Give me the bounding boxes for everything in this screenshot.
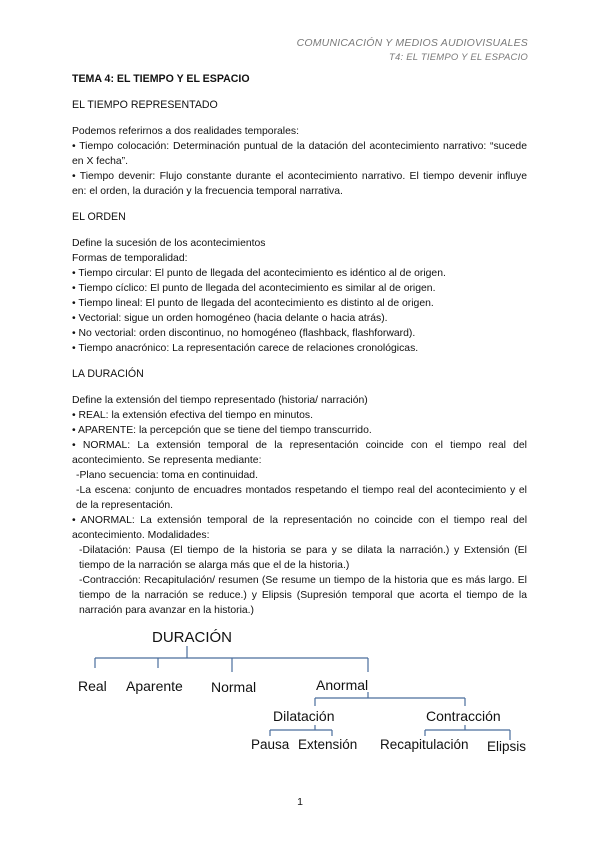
node-real: Real [78, 678, 107, 694]
running-header-topic: T4: EL TIEMPO Y EL ESPACIO [389, 52, 528, 63]
section-heading-duracion: LA DURACIÓN [72, 368, 144, 380]
duracion-tree-diagram [70, 622, 540, 762]
bullet-item: • APARENTE: la percepción que se tiene del tiempo transcurrido. [72, 425, 372, 436]
section-heading-tiempo-representado: EL TIEMPO REPRESENTADO [72, 99, 218, 111]
bullet-item: • Tiempo anacrónico: La representación carece de relaciones cronológicas. [72, 343, 419, 354]
node-aparente: Aparente [126, 678, 183, 694]
bullet-item: • NORMAL: La extensión temporal de la representación coincide con el tiempo real del acontecimiento. Se representa mediante: [72, 440, 527, 466]
node-contraccion: Contracción [426, 708, 501, 724]
sub-item: -Dilatación: Pausa (El tiempo de la historia se para y se dilata la narración.) y Extensión (El tiempo de la narración se alarga más que el de la historia.) [79, 545, 527, 571]
bullet-item: • ANORMAL: La extensión temporal de la representación no coincide con el tiempo real del acontecimiento. Modalidades: [72, 515, 527, 541]
paragraph: Define la extensión del tiempo representado (historia/ narración) [72, 395, 368, 406]
bullet-item: • REAL: la extensión efectiva del tiempo en minutos. [72, 410, 314, 421]
node-duracion: DURACIÓN [152, 629, 233, 646]
node-normal: Normal [211, 679, 257, 695]
page-number: 1 [297, 796, 303, 808]
section-heading-orden: EL ORDEN [72, 211, 126, 223]
bullet-item: • Tiempo cíclico: El punto de llegada del acontecimiento es similar al de origen. [72, 283, 436, 294]
paragraph: Formas de temporalidad: [72, 253, 188, 264]
bullet-item: • Tiempo colocación: Determinación puntual de la datación del acontecimiento narrativo: “sucede en X fecha”. [72, 141, 527, 167]
bullet-item: • Vectorial: sigue un orden homogéneo (hacia delante o hacia atrás). [72, 313, 388, 324]
sub-item: -La escena: conjunto de encuadres montados respetando el tiempo real del acontecimiento y el de la representación. [76, 485, 527, 511]
node-anormal: Anormal [316, 677, 369, 693]
node-pausa: Pausa [251, 737, 290, 752]
node-dilatacion: Dilatación [273, 708, 335, 724]
document-title: TEMA 4: EL TIEMPO Y EL ESPACIO [72, 73, 250, 85]
bullet-item: • Tiempo lineal: El punto de llegada del acontecimiento es distinto al de origen. [72, 298, 434, 309]
document-body [72, 72, 527, 618]
paragraph: Define la sucesión de los acontecimientos [72, 238, 266, 249]
running-header-course: COMUNICACIÓN Y MEDIOS AUDIOVISUALES [296, 37, 528, 49]
sub-item: -Contracción: Recapitulación/ resumen (Se resume un tiempo de la historia que es más largo. El tiempo de la narración se reduce.) y Elipsis (Supresión temporal que acorta el tiempo de la narración para avanzar en la historia.) [79, 575, 527, 616]
node-elipsis: Elipsis [487, 739, 527, 754]
sub-item: -Plano secuencia: toma en continuidad. [76, 470, 258, 481]
bullet-item: • Tiempo devenir: Flujo constante durante el acontecimiento narrativo. El tiempo devenir influye en: el orden, la duración y la frecuencia temporal narrativa. [72, 171, 527, 197]
node-recapitulacion: Recapitulación [380, 737, 469, 752]
bullet-item: • No vectorial: orden discontinuo, no homogéneo (flashback, flashforward). [72, 328, 416, 339]
bullet-item: • Tiempo circular: El punto de llegada del acontecimiento es idéntico al de origen. [72, 268, 446, 279]
paragraph: Podemos referirnos a dos realidades temporales: [72, 126, 299, 137]
node-extension: Extensión [298, 737, 358, 752]
